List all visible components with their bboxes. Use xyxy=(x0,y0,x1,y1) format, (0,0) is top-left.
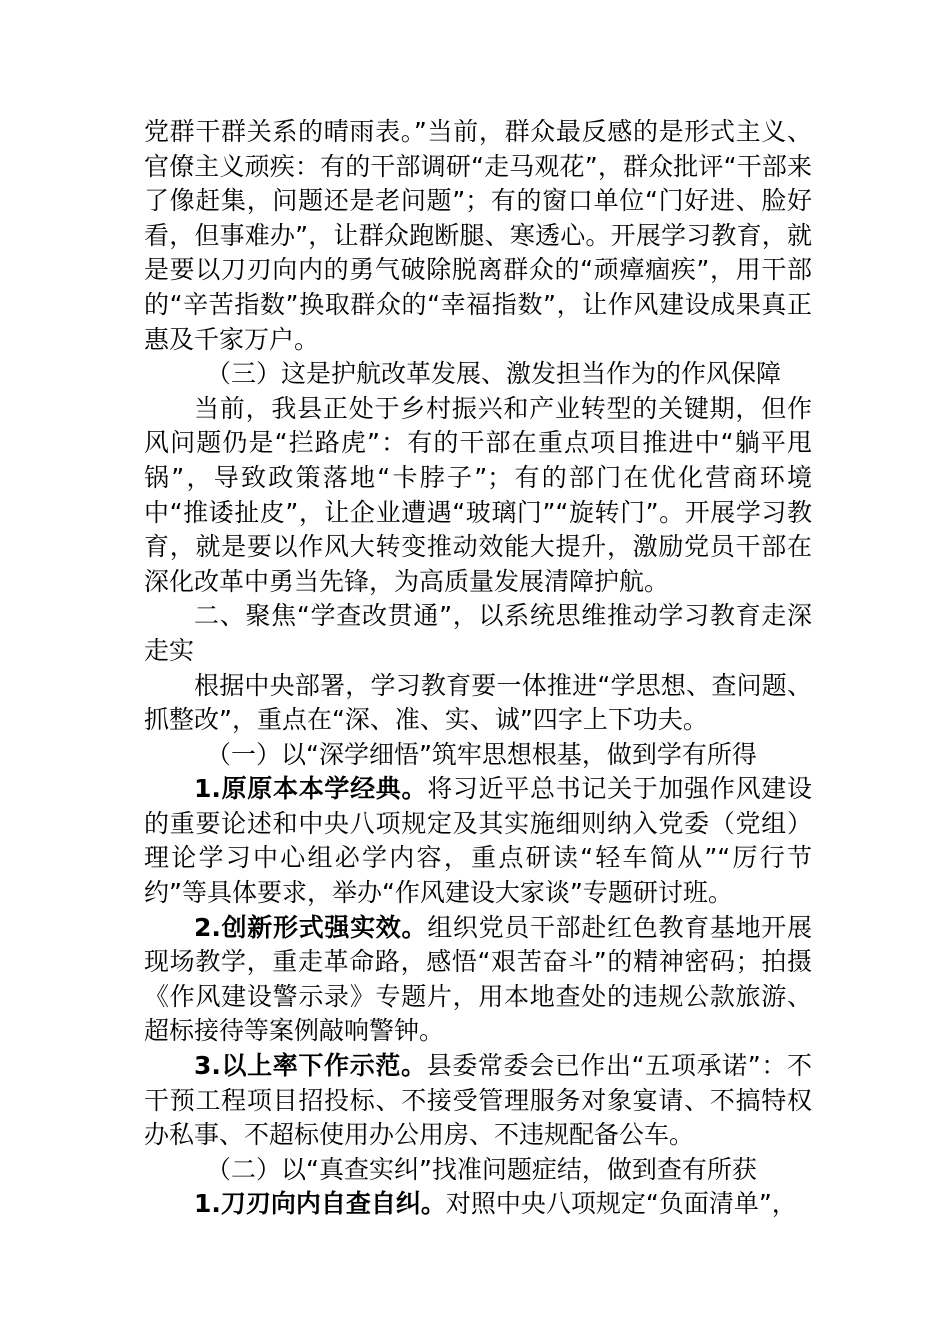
list-item-lead-by-example xyxy=(144,1049,812,1153)
paragraph-continuation: 党群干群关系的晴雨表。”当前，群众最反感的是形式主义、官僚主义顽疾：有的干部调研“走马观花”，群众批评“干部来了像赶集，问题还是老问题”；有的窗口单位“门好进、脸好看，但事难办”，让群众跑断腿、寒透心。开展学习教育，就是要以刀刃向内的勇气破除脱离群众的“顽瘴痼疾”，用干部的“辛苦指数”换取群众的“幸福指数”，让作风建设成果真正惠及千家万户。 xyxy=(144,117,812,354)
list-item-innovate-forms xyxy=(144,911,812,1049)
item-lead: 1.刀刃向内自查自纠。 xyxy=(194,1189,446,1219)
subheading-two: （二）以“真查实纠”找准问题症结，做到查有所获 xyxy=(206,1154,757,1184)
list-item-study-classics xyxy=(144,772,812,910)
subheading-one: （一）以“深学细悟”筑牢思想根基，做到学有所得 xyxy=(206,739,757,769)
item-lead: 1.原原本本学经典。 xyxy=(194,774,428,804)
item-lead: 3.以上率下作示范。 xyxy=(194,1051,427,1081)
item-text: 对照中央八项规定“负面清单”， xyxy=(445,1189,797,1219)
section-heading-two: 二、聚焦“学查改贯通”，以系统思维推动学习教育走深走实 xyxy=(144,601,812,665)
document-page xyxy=(144,115,812,1222)
paragraph-deployment: 根据中央部署，学习教育要一体推进“学思想、查问题、抓整改”，重点在“深、准、实、诚”四字上下功夫。 xyxy=(144,670,812,735)
subheading-three: （三）这是护航改革发展、激发担当作为的作风保障 xyxy=(206,359,782,389)
item-text: 县委常委会已作出“五项承诺”：不干预工程项目招投标、不接受管理服务对象宴请、不搞特权办私事、不超标使用办公用房、不违规配备公车。 xyxy=(144,1051,812,1150)
paragraph-reform: 当前，我县正处于乡村振兴和产业转型的关键期，但作风问题仍是“拦路虎”：有的干部在重点项目推进中“躺平甩锅”，导致政策落地“卡脖子”；有的部门在优化营商环境中“推诿扯皮”，让企业遭遇“玻璃门”“旋转门”。开展学习教育，就是要以作风大转变推动效能大提升，激励党员干部在深化改革中勇当先锋，为高质量发展清障护航。 xyxy=(144,393,812,596)
item-lead: 2.创新形式强实效。 xyxy=(194,912,428,942)
list-item-self-check xyxy=(144,1187,812,1222)
item-text: 组织党员干部赴红色教育基地开展现场教学，重走革命路，感悟“艰苦奋斗”的精神密码；拍摄《作风建设警示录》专题片，用本地查处的违规公款旅游、超标接待等案例敲响警钟。 xyxy=(144,912,812,1046)
item-text: 将习近平总书记关于加强作风建设的重要论述和中央八项规定及其实施细则纳入党委（党组）理论学习中心组必学内容，重点研读“轻车简从”“厉行节约”等具体要求，举办“作风建设大家谈”专题研讨班。 xyxy=(144,774,812,908)
